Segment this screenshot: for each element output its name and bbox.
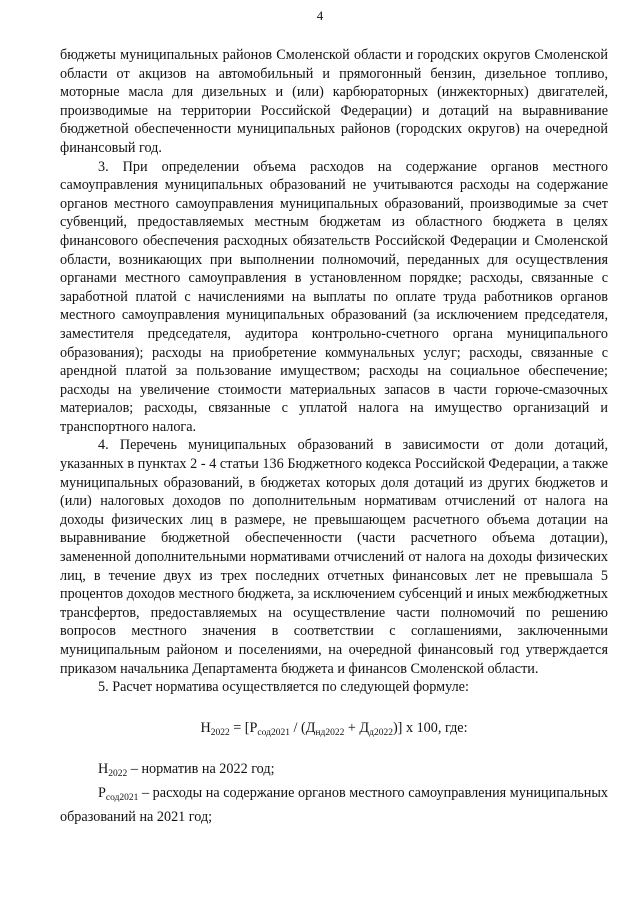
- definition-r-symbol: Р: [98, 784, 106, 801]
- paragraph-5: 5. Расчет норматива осуществляется по следующей формуле:: [98, 679, 469, 696]
- formula: [60, 719, 608, 743]
- definition-r-text: – расходы на содержание органов местного самоуправления муниципальных образований на 2021 год;: [60, 784, 608, 825]
- definition-n-subscript: 2022: [108, 769, 128, 780]
- definition-r: [60, 784, 608, 826]
- document-body: [60, 46, 608, 826]
- formula-eq: = [Р: [229, 719, 258, 736]
- formula-div: / (Д: [289, 719, 316, 736]
- paragraph-4: 4. Перечень муниципальных образований в зависимости от доли дотаций, указанных в пунктах 2 - 4 статьи 136 Бюджетного кодекса Российской Федерации, а также муниципальных образований, в бюджетах которых доля дотаций из других бюджетов и (или) налоговых доходов по дополнительным нормативам отчислений от налога на доходы физических лиц в размере, не превышающем расчетного объема дотации на выравнивание бюджетной обеспеченности (части расчетного объема дотации), замененной дополнительными нормативами отчислений от налога на доходы физических лиц, в течение двух из трех последних отчетных финансовых лет не превышала 5 процентов доходов местного бюджета, за исключением субсенций и иных межбюджетных трансфертов, предоставляемых на осуществление части полномочий по решению вопросов местного значения в соответствии с соглашениями, заключенными муниципальным районом и поселениями, на очередной финансовый год утверждается приказом начальника Департамента бюджета и финансов Смоленской области.: [60, 437, 608, 677]
- definition-n: [60, 760, 608, 784]
- paragraph-continuation: бюджеты муниципальных районов Смоленской области и городских округов Смоленской области от акцизов на автомобильный и прямогонный бензин, дизельное топливо, моторные масла для дизельных и (или) карбюраторных (инжекторных) двигателей, производимые на территории Российской Федерации) и дотаций на выравнивание бюджетной обеспеченности муниципальных районов (городских округов) на очередной финансовый год.: [60, 47, 608, 156]
- definition-n-text: – норматив на 2022 год;: [127, 761, 275, 778]
- formula-r-subscript: сод2021: [257, 727, 290, 738]
- formula-n-subscript: 2022: [210, 727, 230, 738]
- formula-d1-subscript: нд2022: [315, 727, 345, 738]
- paragraph-3: 3. При определении объема расходов на содержание органов местного самоуправления муниципальных образований не учитываются расходы на содержание органов местного самоуправления муниципальных образований, производимые за счет субвенций, предоставляемых местным бюджетам из областного бюджета в целях финансового обеспечения расходных обязательств Российской Федерации и Смоленской области, возникающих при выполнении полномочий, переданных для осуществления органами местного самоуправления в установленном порядке; расходы, связанные с заработной платой с начислениями на выплаты по оплате труда работников органов местного самоуправления муниципальных образований (за исключением председателя, заместителя председателя, аудитора контрольно-счетного органа муниципального образования); расходы на приобретение коммунальных услуг; расходы, связанные с арендной платой за пользование имуществом; расходы на социальное обеспечение; расходы на увеличение стоимости материальных запасов в части горюче-смазочных материалов; расходы, связанные с уплатой налога на имущество организаций и транспортного налога.: [60, 158, 608, 435]
- formula-plus: + Д: [344, 719, 370, 736]
- definition-r-subscript: сод2021: [105, 792, 139, 803]
- page-number: 4: [316, 8, 324, 23]
- definition-n-symbol: Н: [98, 761, 109, 778]
- formula-n: Н: [200, 719, 211, 736]
- formula-d2-subscript: д2022: [369, 727, 393, 738]
- formula-close: )] x 100, где:: [392, 719, 468, 736]
